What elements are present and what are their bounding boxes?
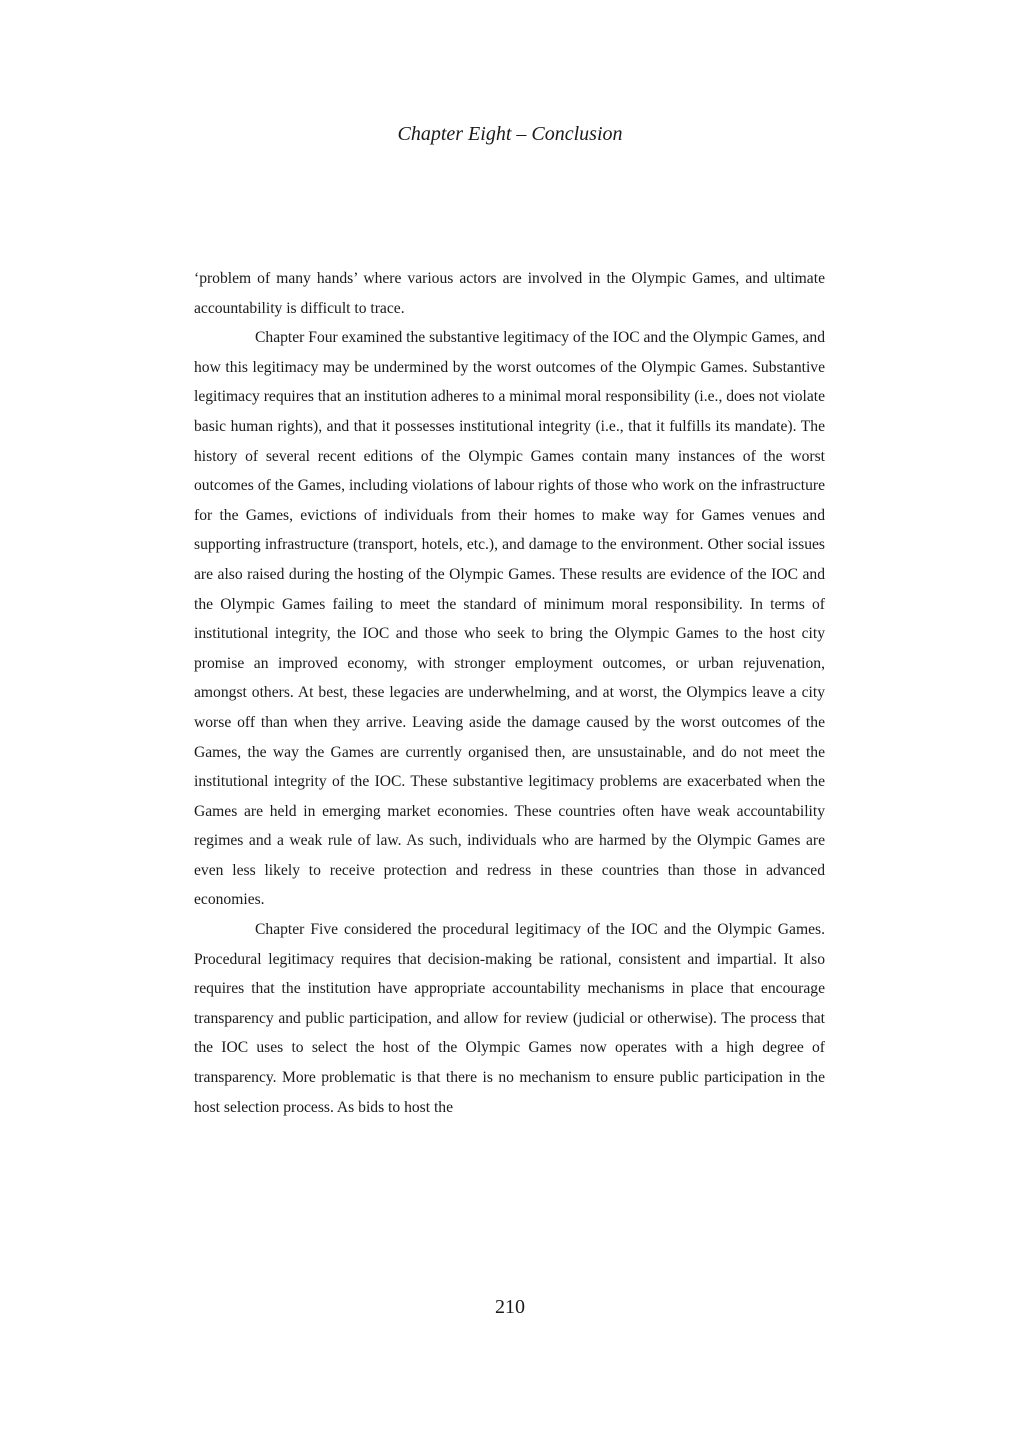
page-number: 210 [495, 1296, 525, 1318]
paragraph-chapter-five: Chapter Five considered the procedural legitimacy of the IOC and the Olympic Games. Procedural legitimacy requires that decision-making be rational, consistent and impartial. It also requires that the institution have appropriate accountability mechanisms in place that encourage transparency and public participation, and allow for review (judicial or otherwise). The process that the IOC uses to select the host of the Olympic Games now operates with a high degree of transparency. More problematic is that there is no mechanism to ensure public participation in the host selection process. As bids to host the [194, 921, 825, 1116]
paragraph-continuation: ‘problem of many hands’ where various actors are involved in the Olympic Games, and ultimate accountability is difficult to trace. [194, 270, 825, 317]
paragraph-chapter-four: Chapter Four examined the substantive legitimacy of the IOC and the Olympic Games, and how this legitimacy may be undermined by the worst outcomes of the Olympic Games. Substantive legitimacy requires that an institution adheres to a minimal moral responsibility (i.e., does not violate basic human rights), and that it possesses institutional integrity (i.e., that it fulfills its mandate). The history of several recent editions of the Olympic Games contain many instances of the worst outcomes of the Games, including violations of labour rights of those who work on the infrastructure for the Games, evictions of individuals from their homes to make way for Games venues and supporting infrastructure (transport, hotels, etc.), and damage to the environment. Other social issues are also raised during the hosting of the Olympic Games. These results are evidence of the IOC and the Olympic Games failing to meet the standard of minimum moral responsibility. In terms of institutional integrity, the IOC and those who seek to bring the Olympic Games to the host city promise an improved economy, with stronger employment outcomes, or urban rejuvenation, amongst others. At best, these legacies are underwhelming, and at worst, the Olympics leave a city worse off than when they arrive. Leaving aside the damage caused by the worst outcomes of the Games, the way the Games are currently organised then, are unsustainable, and do not meet the institutional integrity of the IOC. These substantive legitimacy problems are exacerbated when the Games are held in emerging market economies. These countries often have weak accountability regimes and a weak rule of law. As such, individuals who are harmed by the Olympic Games are even less likely to receive protection and redress in these countries than those in advanced economies. [194, 329, 825, 909]
body-text [194, 264, 825, 1122]
running-header: Chapter Eight – Conclusion [397, 123, 623, 145]
